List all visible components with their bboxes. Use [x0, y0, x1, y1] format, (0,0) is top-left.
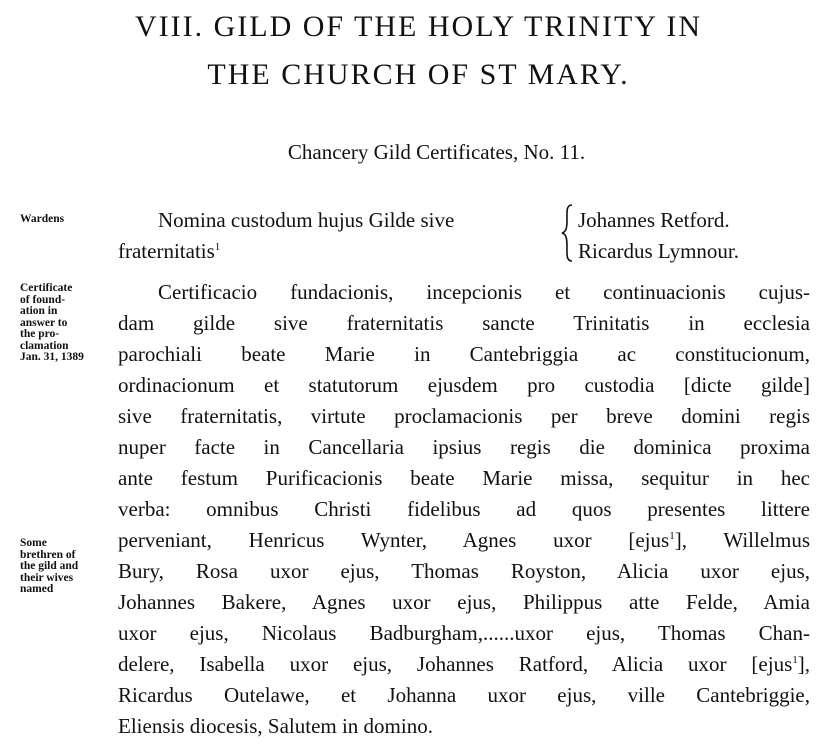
body-line: dam gilde sive fraternitatis sancte Trinitatis in ecclesia — [118, 311, 810, 335]
body-line: Certificacio fundacionis, incepcionis et continuacionis cujus- — [158, 280, 810, 304]
body-line — [118, 654, 810, 675]
sidenote-line: Some — [20, 537, 47, 549]
body-line: Eliensis diocesis, Salutem in domino. — [118, 714, 433, 738]
page-title-line-2: THE CHURCH OF ST MARY. — [207, 58, 630, 91]
document-subtitle: Chancery Gild Certificates, No. 11. — [287, 140, 586, 164]
sidenote-line: their wives — [20, 571, 74, 584]
sidenote-line: of found- — [20, 293, 66, 306]
footnote-ref: 1 — [669, 530, 675, 542]
body-line: Johannes Bakere, Agnes uxor ejus, Philippus atte Felde, Amia — [118, 590, 810, 614]
sidenote-line: ation in — [20, 305, 58, 317]
sidenote-wardens: Wardens — [20, 213, 65, 225]
body-line — [118, 530, 810, 551]
sidenote-line: answer to — [20, 316, 68, 329]
sidenote-line: Jan. 31, 1389 — [20, 351, 84, 363]
curly-brace-icon — [560, 204, 574, 262]
sidenote-certificate — [20, 283, 112, 364]
brace — [560, 204, 574, 262]
warden-name-1: Johannes Retford. — [578, 208, 730, 232]
footnote-ref: 1 — [214, 241, 221, 253]
footnote-ref: 1 — [792, 654, 798, 666]
wardens-line-1: Nomina custodum hujus Gilde sive — [158, 208, 455, 232]
body-line: parochiali beate Marie in Cantebriggia ac constitucionum, — [118, 342, 810, 366]
body-line: Bury, Rosa uxor ejus, Thomas Royston, Alicia uxor ejus, — [118, 559, 810, 583]
body-line: sive fraternitatis, virtute proclamacionis per breve domini regis — [118, 404, 810, 428]
wardens-line-2 — [118, 241, 220, 262]
sidenote-line: named — [20, 583, 54, 595]
sidenote-line: Certificate — [20, 282, 73, 294]
body-line: nuper facte in Cancellaria ipsius regis die dominica proxima — [118, 435, 810, 459]
body-line: verba: omnibus Christi fidelibus ad quos presentes littere — [118, 497, 810, 521]
body-line: Ricardus Outelawe, et Johanna uxor ejus, ville Cantebriggie, — [118, 683, 810, 707]
sidenote-line: clamation — [20, 339, 69, 352]
page-title-line-1: VIII. GILD OF THE HOLY TRINITY IN — [134, 10, 703, 43]
body-text: perveniant, Henricus Wynter, Agnes uxor [ejus — [118, 528, 670, 552]
sidenote-line: the gild and — [20, 560, 79, 572]
body-text: delere, Isabella uxor ejus, Johannes Ratford, Alicia uxor [ejus — [118, 652, 793, 676]
body-text: ], — [797, 652, 810, 676]
sidenote-brethren — [20, 538, 112, 596]
body-line: ante festum Purificacionis beate Marie missa, sequitur in hec — [118, 466, 810, 490]
body-line: ordinacionum et statutorum ejusdem pro custodia [dicte gilde] — [118, 373, 810, 397]
sidenote-line: brethren of — [20, 548, 76, 561]
sidenote-line: the pro- — [20, 328, 60, 340]
body-line: uxor ejus, Nicolaus Badburgham,......uxor ejus, Thomas Chan- — [118, 621, 810, 645]
warden-name-2: Ricardus Lymnour. — [578, 239, 739, 263]
wardens-fraternitatis: fraternitatis — [118, 239, 215, 263]
body-text: ], Willelmus — [674, 528, 811, 552]
